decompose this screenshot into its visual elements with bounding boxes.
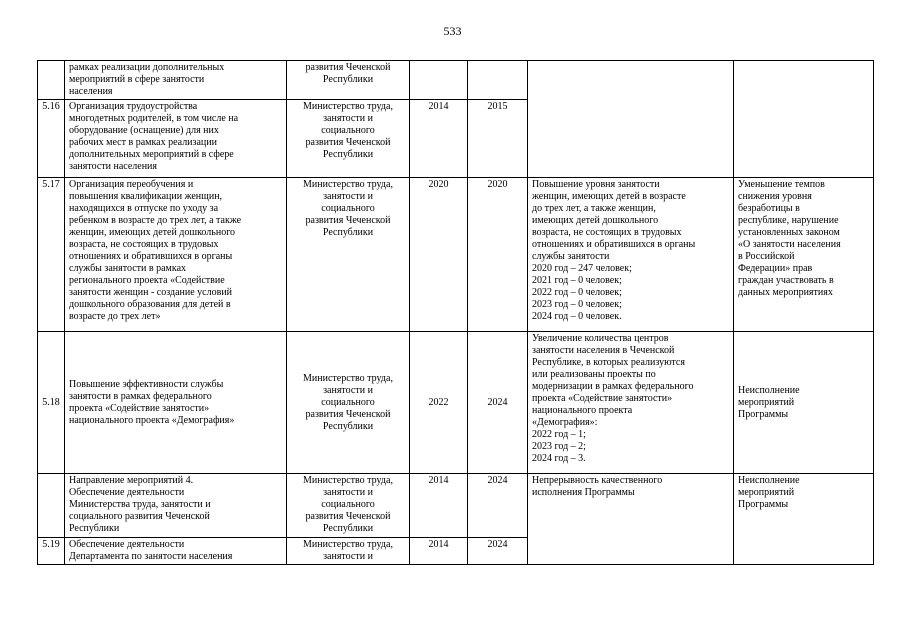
- result-cell-empty: [528, 61, 734, 178]
- end-year: [468, 61, 528, 100]
- executor-cell: Министерство труда, занятости и социального развития Чеченской Республики: [287, 100, 410, 178]
- executor-cell: Министерство труда, занятости и: [287, 538, 410, 565]
- table-row: [38, 61, 874, 100]
- end-year: 2024: [468, 538, 528, 565]
- row-number: 5.17: [38, 178, 65, 332]
- table-row: [38, 474, 874, 538]
- start-year: 2014: [410, 100, 468, 178]
- start-year: 2020: [410, 178, 468, 332]
- start-year: [410, 61, 468, 100]
- table-row: [38, 332, 874, 474]
- activity-cell: Организация трудоустройства многодетных родителей, в том числе на оборудование (оснащение) для них рабочих мест в рамках реализации дополнительных мероприятий в сфере занятости населения: [65, 100, 287, 178]
- row-number: [38, 474, 65, 538]
- executor-cell: Министерство труда, занятости и социального развития Чеченской Республики: [287, 474, 410, 538]
- activity-cell: Направление мероприятий 4. Обеспечение деятельности Министерства труда, занятости и социального развития Чеченской Республики: [65, 474, 287, 538]
- row-number: 5.16: [38, 100, 65, 178]
- executor-cell: развития Чеченской Республики: [287, 61, 410, 100]
- consequence-cell: Неисполнение мероприятий Программы: [734, 332, 874, 474]
- consequence-cell-empty: [734, 61, 874, 178]
- end-year: 2020: [468, 178, 528, 332]
- start-year: 2014: [410, 538, 468, 565]
- result-cell: Повышение уровня занятости женщин, имеющих детей в возрасте до трех лет, а также женщин, имеющих детей дошкольного возраста, не состоящих в трудовых отношениях и обратившихся в органы службы занятости 2020 год – 247 человек; 2021 год – 0 человек; 2022 год – 0 человек; 2023 год – 0 человек; 2024 год – 0 человек.: [528, 178, 734, 332]
- end-year: 2015: [468, 100, 528, 178]
- activity-cell: рамках реализации дополнительных мероприятий в сфере занятости населения: [65, 61, 287, 100]
- activity-cell: Обеспечение деятельности Департамента по занятости населения: [65, 538, 287, 565]
- activity-cell: Повышение эффективности службы занятости в рамках федерального проекта «Содействие занятости» национального проекта «Демография»: [65, 332, 287, 474]
- row-number: [38, 61, 65, 100]
- end-year: 2024: [468, 474, 528, 538]
- table-row: [38, 178, 874, 332]
- result-cell: Увеличение количества центров занятости населения в Чеченской Республике, в которых реализуются или реализованы проекты по модернизации в рамках федерального проекта «Содействие занятости» национального проекта «Демография»: 2022 год – 1; 2023 год – 2; 2024 год – 3.: [528, 332, 734, 474]
- activity-cell: Организация переобучения и повышения квалификации женщин, находящихся в отпуске по уходу за ребенком в возрасте до трех лет, а также женщин, имеющих детей дошкольного возраста, не состоящих в трудовых отношениях и обратившихся в органы службы занятости в рамках регионального проекта «Содействие занятости женщин - создание условий дошкольного образования для детей в возрасте до трех лет»: [65, 178, 287, 332]
- result-cell: Непрерывность качественного исполнения Программы: [528, 474, 734, 565]
- start-year: 2022: [410, 332, 468, 474]
- row-number: 5.19: [38, 538, 65, 565]
- end-year: 2024: [468, 332, 528, 474]
- executor-cell: Министерство труда, занятости и социального развития Чеченской Республики: [287, 332, 410, 474]
- start-year: 2014: [410, 474, 468, 538]
- row-number: 5.18: [38, 332, 65, 474]
- page-number: 533: [443, 24, 462, 38]
- consequence-cell: Неисполнение мероприятий Программы: [734, 474, 874, 565]
- program-table: [37, 60, 874, 565]
- consequence-cell: Уменьшение темпов снижения уровня безработицы в республике, нарушение установленных законом «О занятости населения в Российской Федерации» прав граждан участвовать в данных мероприятиях: [734, 178, 874, 332]
- executor-cell: Министерство труда, занятости и социального развития Чеченской Республики: [287, 178, 410, 332]
